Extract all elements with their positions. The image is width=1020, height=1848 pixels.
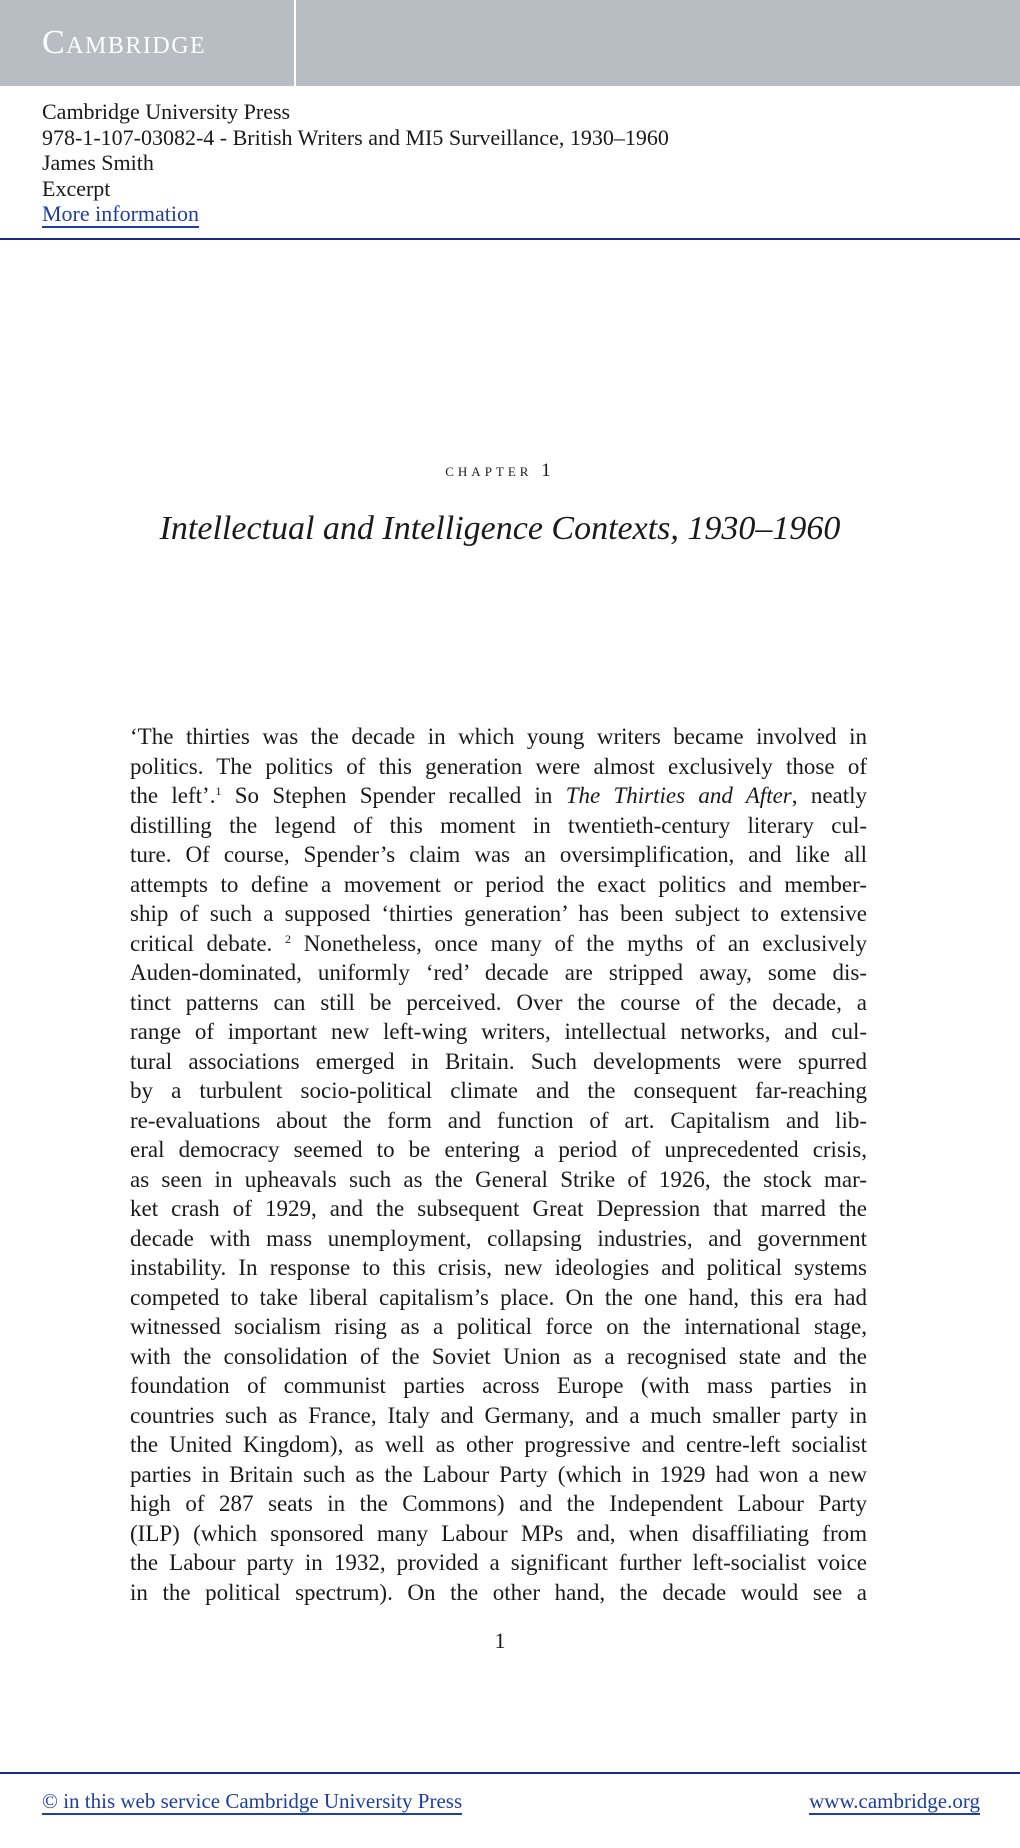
text-line: with the consolidation of the Soviet Union as a recognised state and the <box>130 1343 867 1369</box>
excerpt-label: Excerpt <box>42 175 111 201</box>
chapter-body-paragraph <box>130 722 867 1607</box>
book-metadata <box>42 99 669 227</box>
text-line: tinct patterns can still be perceived. Over the course of the decade, a <box>130 989 867 1015</box>
website-link[interactable]: www.cambridge.org <box>809 1789 980 1813</box>
text-line: attempts to define a movement or period the exact politics and member- <box>130 871 867 897</box>
text-line: (ILP) (which sponsored many Labour MPs and, when disaffiliating from <box>130 1520 867 1546</box>
footer-website <box>809 1788 980 1814</box>
text-line: in the political spectrum). On the other hand, the decade would see a <box>130 1579 867 1605</box>
footnote-marker-2[interactable]: 2 <box>285 931 291 946</box>
banner-divider <box>294 0 296 86</box>
text-line: the left’.$^1$ So Stephen Spender recalled in The Thirties and After, neatly <box>130 783 868 808</box>
author-name: James Smith <box>42 150 154 175</box>
text-line: ship of such a supposed ‘thirties generation’ has been subject to extensive <box>130 901 867 926</box>
text-line: parties in Britain such as the Labour Party (which in 1929 had won a new <box>130 1461 867 1487</box>
text-line: distilling the legend of this moment in twentieth-century literary cul- <box>130 812 867 838</box>
text-line: eral democracy seemed to be entering a period of unprecedented crisis, <box>130 1137 867 1162</box>
cambridge-logo: Cambridge <box>42 24 207 61</box>
text-line: decade with mass unemployment, collapsing industries, and government <box>130 1225 867 1251</box>
publisher-banner <box>0 0 1020 86</box>
isbn-and-title: 978-1-107-03082-4 - British Writers and MI5 Surveillance, 1930–1960 <box>42 124 669 150</box>
text-line: range of important new left-wing writers, intellectual networks, and cul- <box>130 1019 867 1044</box>
copyright-link[interactable]: © in this web service Cambridge University Press <box>42 1789 463 1813</box>
text-line: ‘The thirties was the decade in which young writers became involved in <box>130 724 867 749</box>
text-line: tural associations emerged in Britain. Such developments were spurred <box>130 1048 867 1074</box>
text-line: countries such as France, Italy and Germany, and a much smaller party in <box>130 1402 867 1428</box>
footer-rule <box>0 1772 1020 1774</box>
chapter-title: Intellectual and Intelligence Contexts, 1930–1960 <box>159 510 841 547</box>
text-line: Auden-dominated, uniformly ‘red’ decade are stripped away, some dis- <box>130 960 867 985</box>
text-line: instability. In response to this crisis, new ideologies and political systems <box>130 1255 867 1280</box>
text-line: as seen in upheavals such as the General Strike of 1926, the stock mar- <box>130 1166 867 1192</box>
text-line: competed to take liberal capitalism’s place. On the one hand, this era had <box>130 1284 867 1310</box>
page-number: 1 <box>494 1628 506 1653</box>
publisher-name: Cambridge University Press <box>42 99 291 124</box>
text-line: witnessed socialism rising as a political force on the international stage, <box>130 1314 867 1339</box>
text-line: re-evaluations about the form and function of art. Capitalism and lib- <box>130 1107 867 1133</box>
text-line: by a turbulent socio-political climate and the consequent far-reaching <box>130 1078 867 1103</box>
footnote-marker-1[interactable]: 1 <box>215 784 222 798</box>
text-line: high of 287 seats in the Commons) and the Independent Labour Party <box>130 1491 867 1516</box>
text-line: ture. Of course, Spender’s claim was an oversimplification, and like all <box>130 842 867 867</box>
more-information-link[interactable]: More information <box>42 201 200 226</box>
text-line: foundation of communist parties across Europe (with mass parties in <box>130 1373 867 1398</box>
text-line: critical debate. $^2$ Nonetheless, once many of the myths of an exclusively <box>130 930 867 956</box>
text-line: ket crash of 1929, and the subsequent Great Depression that marred the <box>130 1196 867 1221</box>
chapter-label: chapter 1 <box>445 460 555 481</box>
text-line: the Labour party in 1932, provided a significant further left-socialist voice <box>130 1550 867 1575</box>
text-line: the United Kingdom), as well as other progressive and centre-left socialist <box>130 1432 867 1457</box>
book-title-citation: The Thirties and After <box>565 783 792 808</box>
text-line: politics. The politics of this generation were almost exclusively those of <box>130 753 867 779</box>
header-rule <box>0 238 1020 240</box>
footer-copyright <box>42 1788 462 1814</box>
